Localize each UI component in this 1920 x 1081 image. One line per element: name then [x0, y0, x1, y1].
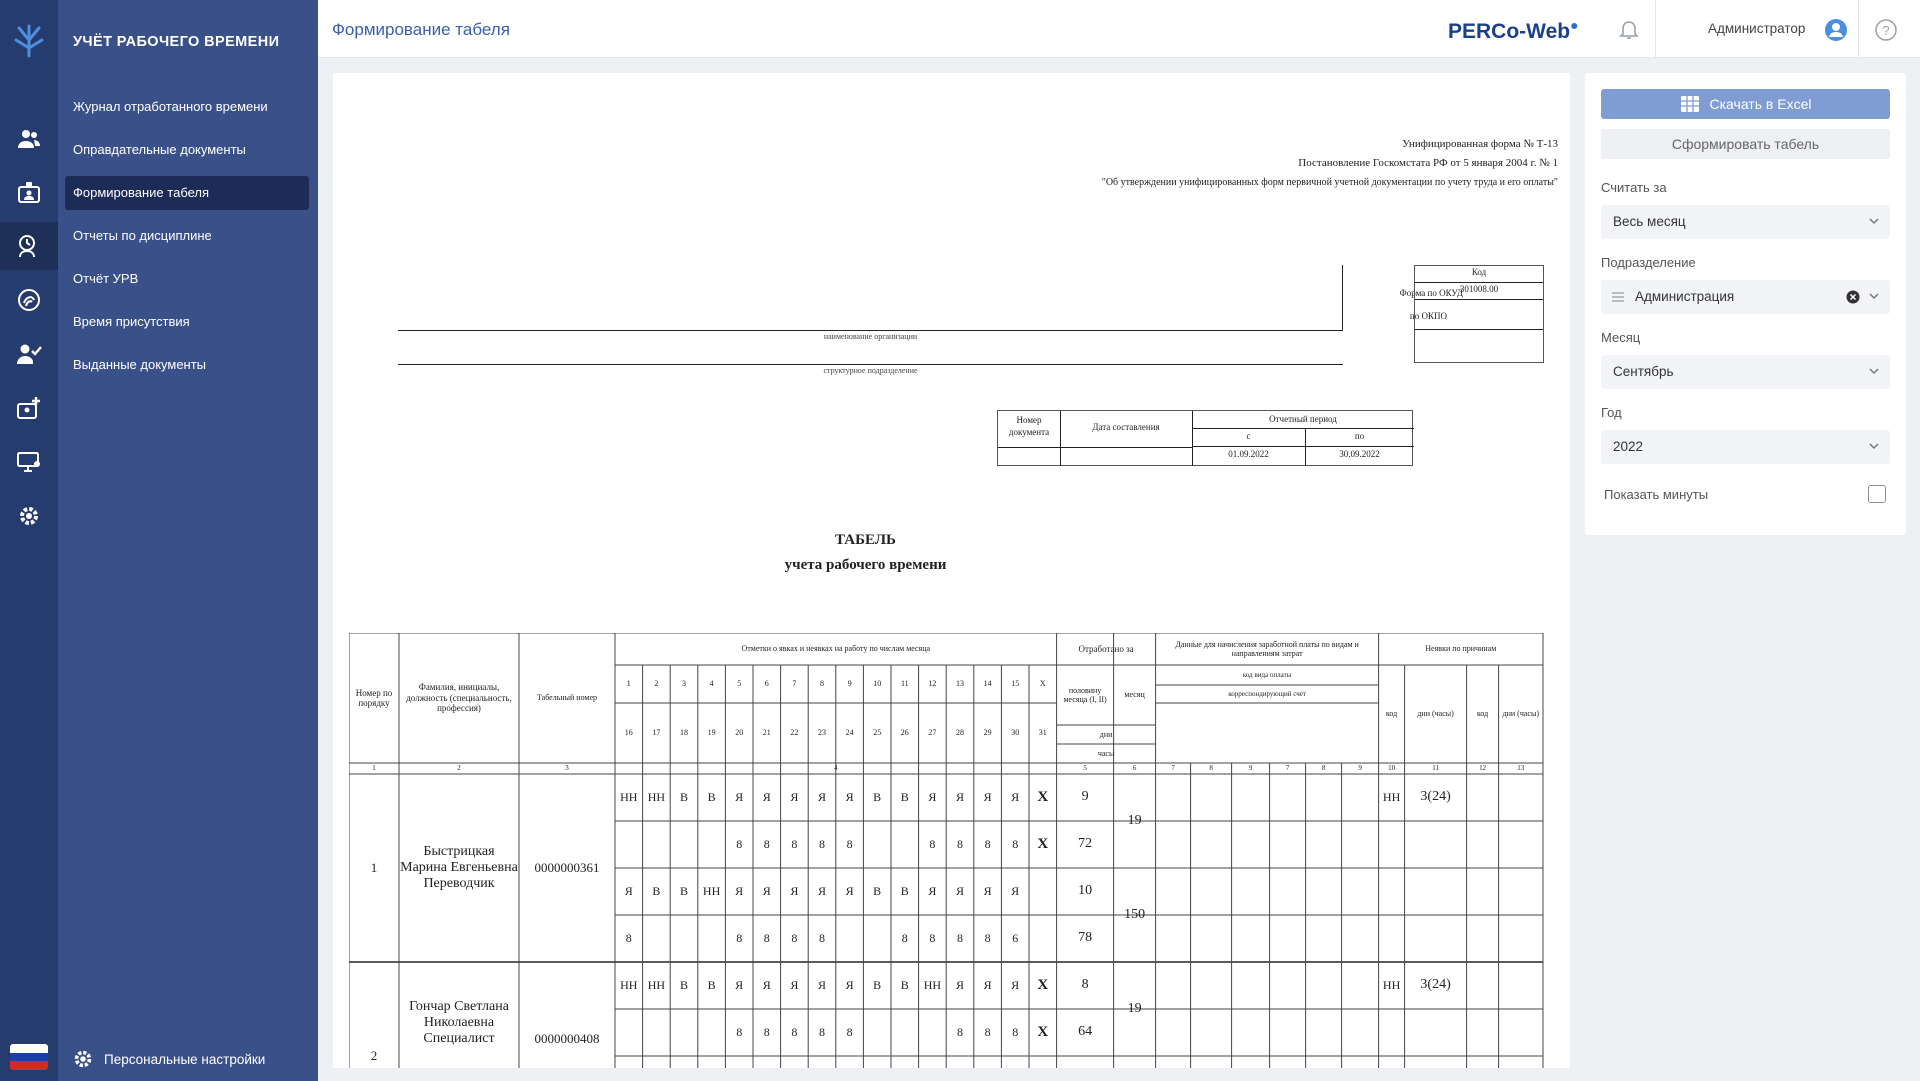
header-abs-code: код	[1385, 709, 1398, 719]
day-mark-cell: X	[1037, 835, 1049, 852]
day-mark-cell	[863, 915, 891, 962]
header-hours: часы	[1097, 748, 1115, 758]
day-mark-cell: В	[679, 789, 688, 804]
gear-icon[interactable]	[0, 492, 58, 540]
column-number: 4	[834, 764, 838, 773]
language-flag-icon[interactable]	[10, 1044, 48, 1070]
info-row-line	[998, 447, 1192, 448]
column-number: 7	[1285, 764, 1290, 773]
column-number: 5	[1083, 764, 1087, 773]
header-month: месяц	[1124, 690, 1145, 700]
column-number: 10	[1388, 764, 1396, 773]
count-select[interactable]	[1601, 205, 1890, 239]
month-label: Месяц	[1601, 330, 1641, 345]
header-tab: Табельный номер	[536, 693, 598, 703]
half1-days: 9	[1081, 789, 1089, 805]
icon-rail	[0, 0, 58, 1081]
chevron-down-icon	[1868, 280, 1880, 314]
day-number-bottom: 29	[983, 728, 992, 738]
employee-name: Быстрицкая Марина Евгеньевна Переводчик	[400, 843, 518, 892]
period-label: Отчетный период	[1269, 414, 1337, 424]
day-mark-cell	[863, 821, 891, 868]
column-number: 9	[1358, 764, 1362, 773]
dept-label: Подразделение	[1601, 255, 1696, 270]
okpo-label: по ОКПО	[1409, 311, 1447, 321]
day-mark-cell: 8	[791, 930, 798, 945]
day-mark-cell: X	[1037, 976, 1049, 993]
month-value: Сентябрь	[1613, 364, 1674, 379]
day-mark-cell: В	[707, 789, 716, 804]
day-mark-cell: 8	[818, 836, 825, 851]
day-mark-cell: 8	[956, 1024, 963, 1039]
code-header: Код	[1471, 267, 1487, 277]
day-mark-cell	[643, 821, 671, 868]
sidebar-item-timesheet[interactable]: Формирование табеля	[65, 176, 309, 210]
day-mark-cell: В	[900, 883, 909, 898]
day-number-bottom: 21	[762, 728, 771, 738]
user-name[interactable]: Администратор	[1708, 21, 1806, 36]
day-mark-cell: В	[652, 883, 661, 898]
doc-number-label: Номер документа	[1008, 415, 1050, 437]
okud-label: Форма по ОКУД	[1399, 288, 1463, 298]
day-number-bottom: 22	[790, 728, 799, 738]
day-mark-cell	[643, 915, 671, 962]
absence-code: НН	[1382, 789, 1401, 804]
day-mark-cell: Я	[790, 789, 799, 804]
day-number-bottom: 25	[873, 728, 882, 738]
day-mark-cell	[670, 1009, 698, 1056]
monitor-user-icon[interactable]	[0, 438, 58, 486]
day-mark-cell: В	[679, 883, 688, 898]
code-box	[1414, 265, 1544, 363]
day-number-bottom: 17	[652, 728, 661, 738]
info-col-line	[1060, 411, 1061, 466]
day-number-top: 15	[1011, 679, 1020, 689]
header-divider	[1858, 0, 1859, 58]
day-mark-cell: НН	[620, 977, 638, 992]
day-number-top: 3	[681, 679, 686, 689]
day-mark-cell	[863, 1009, 891, 1056]
day-number-top: 13	[955, 679, 964, 689]
day-mark-cell: НН	[647, 977, 666, 992]
info-row-line	[1192, 428, 1414, 429]
day-mark-cell: 8	[818, 930, 825, 945]
dept-caption: структурное подразделение	[823, 366, 918, 375]
employee-tab-number: 0000000361	[534, 859, 600, 875]
period-to: 30.09.2022	[1339, 449, 1380, 459]
day-mark-cell: 8	[929, 930, 936, 945]
page-title: Формирование табеля	[332, 20, 510, 39]
header-pay-code: код вида оплаты	[1242, 670, 1292, 679]
day-mark-cell: Я	[817, 977, 826, 992]
day-mark-cell: В	[679, 977, 688, 992]
day-mark-cell: Я	[817, 883, 826, 898]
personal-settings-label: Персональные настройки	[104, 1051, 266, 1067]
day-mark-cell	[1029, 915, 1057, 962]
header-marks: Отметки о явках и неявках на работу по числам месяца	[741, 644, 931, 654]
day-mark-cell: Я	[845, 789, 854, 804]
day-number-top: 6	[764, 679, 769, 689]
day-mark-cell: 8	[763, 1024, 770, 1039]
day-mark-cell	[836, 915, 864, 962]
day-mark-cell: НН	[923, 977, 942, 992]
day-mark-cell: X	[1037, 788, 1049, 805]
year-select[interactable]	[1601, 430, 1890, 464]
day-number-top: 8	[819, 679, 824, 689]
doc-subtitle: учета рабочего времени	[784, 557, 947, 573]
day-mark-cell: 8	[984, 930, 991, 945]
org-line	[398, 330, 1343, 331]
time-tracking-icon[interactable]	[0, 222, 58, 270]
header-days: дни	[1099, 729, 1113, 739]
day-mark-cell: 6	[1012, 930, 1019, 945]
header-worked: Отработано за	[1078, 643, 1134, 654]
header-fio: Фамилия, инициалы, должность (специальность, профессия)	[406, 682, 512, 714]
column-number: 2	[457, 764, 461, 773]
day-mark-cell: 8	[736, 930, 743, 945]
absence-code: НН	[1382, 977, 1401, 992]
day-mark-cell: 8	[956, 930, 963, 945]
day-number-top: 11	[900, 679, 909, 689]
day-mark-cell: Я	[983, 789, 992, 804]
day-mark-cell: 8	[956, 836, 963, 851]
day-number-top: 1	[626, 679, 631, 689]
day-mark-cell: 8	[1012, 836, 1019, 851]
chevron-down-icon	[1868, 205, 1880, 239]
day-number-bottom: 19	[707, 728, 716, 738]
day-mark-cell: Я	[983, 883, 992, 898]
day-number-top: 9	[847, 679, 852, 689]
day-mark-cell: Я	[735, 977, 744, 992]
column-number: 12	[1479, 764, 1487, 773]
day-number-bottom: 18	[679, 728, 688, 738]
day-mark-cell: 8	[984, 836, 991, 851]
settings-gear-icon	[72, 1048, 94, 1070]
column-number: 13	[1517, 764, 1525, 773]
day-mark-cell	[698, 915, 726, 962]
sidebar-item-justification-docs[interactable]: Оправдательные документы	[73, 142, 246, 157]
dept-value: Администрация	[1635, 289, 1735, 304]
doc-info-box	[997, 410, 1413, 466]
day-mark-cell	[670, 821, 698, 868]
sidebar-item-presence-time[interactable]: Время присутствия	[73, 314, 190, 329]
sidebar	[58, 0, 318, 1081]
doc-date-label: Дата составления	[1092, 422, 1160, 432]
day-mark-cell: Я	[845, 977, 854, 992]
day-mark-cell: В	[900, 789, 909, 804]
brand-logo: PERCo-Web●	[1448, 17, 1579, 43]
sidebar-item-worktime-journal[interactable]: Журнал отработанного времени	[73, 99, 268, 114]
day-mark-cell: 8	[929, 836, 936, 851]
user-avatar-icon[interactable]	[1824, 18, 1848, 42]
day-number-bottom: 23	[817, 728, 826, 738]
period-from-label: с	[1246, 431, 1251, 441]
column-number: 1	[372, 764, 376, 773]
day-number-bottom: 26	[900, 728, 909, 738]
code-row-line	[1415, 282, 1543, 283]
header-abs-days-hours: дни (часы)	[1417, 709, 1454, 719]
period-to-label: по	[1354, 431, 1365, 441]
day-mark-cell: Я	[762, 883, 771, 898]
show-minutes-checkbox[interactable]	[1868, 485, 1886, 503]
day-mark-cell: 8	[1012, 1024, 1019, 1039]
month-select[interactable]	[1601, 355, 1890, 389]
id-badge-icon[interactable]	[0, 168, 58, 216]
day-number-top: 2	[654, 679, 659, 689]
header-pay-acct: корреспондирующий счет	[1228, 689, 1306, 698]
help-icon[interactable]	[1874, 18, 1898, 42]
day-mark-cell: Я	[955, 789, 964, 804]
code-row-line	[1415, 299, 1543, 300]
brand-text: PERCo-Web	[1448, 20, 1571, 43]
day-number-bottom: 20	[735, 728, 744, 738]
day-mark-cell	[891, 1009, 919, 1056]
org-box-side	[1342, 265, 1343, 331]
day-mark-cell	[891, 821, 919, 868]
day-mark-cell: 8	[763, 836, 770, 851]
day-mark-cell: 8	[736, 1024, 743, 1039]
period-from: 01.09.2022	[1228, 449, 1269, 459]
day-mark-cell: Я	[955, 883, 964, 898]
day-mark-cell	[615, 821, 643, 868]
svg-text:?: ?	[1882, 23, 1890, 38]
dept-line	[398, 364, 1343, 365]
day-mark-cell: Я	[624, 883, 633, 898]
employee-name: Гончар Светлана Николаевна Специалист	[409, 998, 509, 1047]
month-days: 19	[1127, 812, 1142, 828]
column-number: 8	[1209, 764, 1213, 773]
day-mark-cell: Я	[1011, 883, 1020, 898]
day-mark-cell: 8	[901, 930, 908, 945]
day-mark-cell: 8	[763, 930, 770, 945]
users-icon[interactable]	[0, 115, 58, 163]
day-mark-cell: НН	[702, 883, 721, 898]
day-mark-cell: Я	[1011, 789, 1020, 804]
fingerprint-icon[interactable]	[0, 276, 58, 324]
header-num: Номер по порядку	[355, 687, 393, 708]
day-number-bottom: 16	[624, 728, 633, 738]
timesheet-table	[349, 633, 1544, 1063]
form-line-3: "Об утверждении унифицированных форм первичной учетной документации по учету труда и его оплаты"	[1101, 177, 1558, 188]
count-label: Считать за	[1601, 180, 1667, 195]
header-absence: Неявки по причинам	[1425, 644, 1497, 654]
day-mark-cell: Я	[735, 789, 744, 804]
day-mark-cell	[615, 1009, 643, 1056]
day-mark-cell: X	[1037, 1023, 1049, 1040]
excel-icon	[1680, 94, 1700, 114]
sidebar-title: УЧЁТ РАБОЧЕГО ВРЕМЕНИ	[73, 34, 280, 50]
form-line-2: Постановление Госкомстата РФ от 5 января 2004 г. № 1	[1298, 157, 1558, 169]
day-mark-cell: Я	[845, 883, 854, 898]
column-number: 6	[1132, 764, 1137, 773]
download-excel-button[interactable]	[1601, 89, 1890, 119]
day-mark-cell: Я	[928, 789, 937, 804]
column-number: 11	[1432, 764, 1439, 773]
day-mark-cell: Я	[735, 883, 744, 898]
list-icon	[1611, 291, 1625, 303]
day-mark-cell: Я	[928, 883, 937, 898]
day-mark-cell	[698, 821, 726, 868]
day-mark-cell: В	[873, 883, 882, 898]
header-abs-code-2: код	[1476, 709, 1489, 719]
code-row-line	[1415, 329, 1543, 330]
day-mark-cell: Я	[817, 789, 826, 804]
day-mark-cell: Я	[955, 977, 964, 992]
chevron-down-icon	[1868, 355, 1880, 389]
employee-tab-number: 0000000408	[534, 1031, 600, 1047]
day-mark-cell: 8	[984, 1024, 991, 1039]
day-number-bottom: 28	[955, 728, 964, 738]
month-hours: 150	[1124, 906, 1146, 922]
day-mark-cell: Я	[762, 977, 771, 992]
day-mark-cell: В	[900, 977, 909, 992]
day-number-bottom: 30	[1011, 728, 1020, 738]
perco-logo-icon[interactable]	[6, 18, 52, 64]
header-abs-days-hours-2: дни (часы)	[1502, 709, 1540, 719]
absence-days-hours: 3(24)	[1420, 789, 1451, 805]
day-mark-cell: В	[707, 977, 716, 992]
add-badge-icon[interactable]	[0, 384, 58, 432]
half1-hours: 64	[1078, 1024, 1093, 1040]
header-divider	[1655, 0, 1656, 58]
day-mark-cell: 8	[846, 836, 853, 851]
half2-days: 10	[1078, 883, 1093, 899]
day-number-top: 14	[983, 679, 992, 689]
top-header	[318, 0, 1920, 58]
download-excel-label: Скачать в Excel	[1709, 96, 1812, 112]
day-mark-cell	[643, 1009, 671, 1056]
day-mark-cell: 8	[736, 836, 743, 851]
column-number: 7	[1171, 764, 1175, 773]
day-mark-cell: Я	[1011, 977, 1020, 992]
day-mark-cell: 8	[791, 836, 798, 851]
day-number-bottom: 24	[845, 728, 854, 738]
user-check-icon[interactable]	[0, 330, 58, 378]
count-value: Весь месяц	[1613, 214, 1686, 229]
day-mark-cell: Я	[790, 977, 799, 992]
day-number-bottom: 27	[928, 728, 937, 738]
personal-settings-link[interactable]	[72, 1048, 265, 1070]
day-mark-cell: В	[873, 789, 882, 804]
day-mark-cell: Я	[983, 977, 992, 992]
build-timesheet-button[interactable]: Сформировать табель	[1601, 129, 1890, 159]
day-number-top: 4	[709, 679, 714, 689]
day-mark-cell: Я	[790, 883, 799, 898]
employee-number: 2	[370, 1047, 378, 1063]
day-mark-cell: НН	[620, 789, 638, 804]
day-number-top: 5	[737, 679, 742, 689]
day-mark-cell	[698, 1009, 726, 1056]
day-mark-cell: В	[873, 977, 882, 992]
column-number: 9	[1248, 764, 1253, 773]
day-mark-cell: 8	[625, 930, 632, 945]
chevron-down-icon	[1868, 430, 1880, 464]
day-number-bottom: 31	[1038, 728, 1047, 738]
absence-days-hours: 3(24)	[1420, 977, 1451, 993]
day-number-top: 12	[928, 679, 937, 689]
year-label: Год	[1601, 405, 1622, 420]
day-number-top: 10	[873, 679, 882, 689]
info-row-line	[1192, 446, 1414, 447]
day-number-top: X	[1039, 679, 1046, 689]
org-caption: наименование организации	[823, 332, 918, 341]
day-mark-cell: 8	[818, 1024, 825, 1039]
half1-days: 8	[1081, 977, 1089, 993]
bell-icon[interactable]	[1618, 18, 1640, 40]
clear-icon[interactable]	[1846, 290, 1860, 304]
column-number: 3	[565, 764, 569, 773]
okud-code: 301008.00	[1459, 284, 1499, 294]
half2-hours: 78	[1078, 930, 1093, 946]
month-days: 19	[1127, 1000, 1142, 1016]
form-line-1: Унифицированная форма № Т-13	[1402, 138, 1558, 150]
minutes-label: Показать минуты	[1604, 487, 1709, 502]
sidebar-item-discipline-reports[interactable]: Отчеты по дисциплине	[73, 228, 212, 243]
day-mark-cell: Я	[762, 789, 771, 804]
year-value: 2022	[1613, 439, 1644, 454]
day-mark-cell: 8	[791, 1024, 798, 1039]
day-number-top: 7	[792, 679, 797, 689]
day-mark-cell: 8	[846, 1024, 853, 1039]
day-mark-cell: НН	[647, 789, 666, 804]
day-mark-cell	[670, 915, 698, 962]
filter-panel	[1585, 73, 1906, 535]
column-number: 8	[1321, 764, 1326, 773]
dept-select[interactable]	[1601, 280, 1890, 314]
sidebar-item-urv-report[interactable]: Отчёт УРВ	[73, 271, 139, 286]
day-mark-cell	[1029, 868, 1057, 915]
half1-hours: 72	[1078, 836, 1093, 852]
header-pay: Данные для начисления заработной платы по видам и направлениям затрат	[1175, 639, 1359, 658]
header-half: половину месяца (I, II)	[1063, 685, 1107, 704]
doc-title: ТАБЕЛЬ	[835, 532, 896, 548]
sidebar-item-issued-docs[interactable]: Выданные документы	[73, 357, 207, 372]
timesheet-document	[333, 73, 1570, 1068]
day-mark-cell	[919, 1009, 947, 1056]
employee-number: 1	[370, 859, 378, 875]
